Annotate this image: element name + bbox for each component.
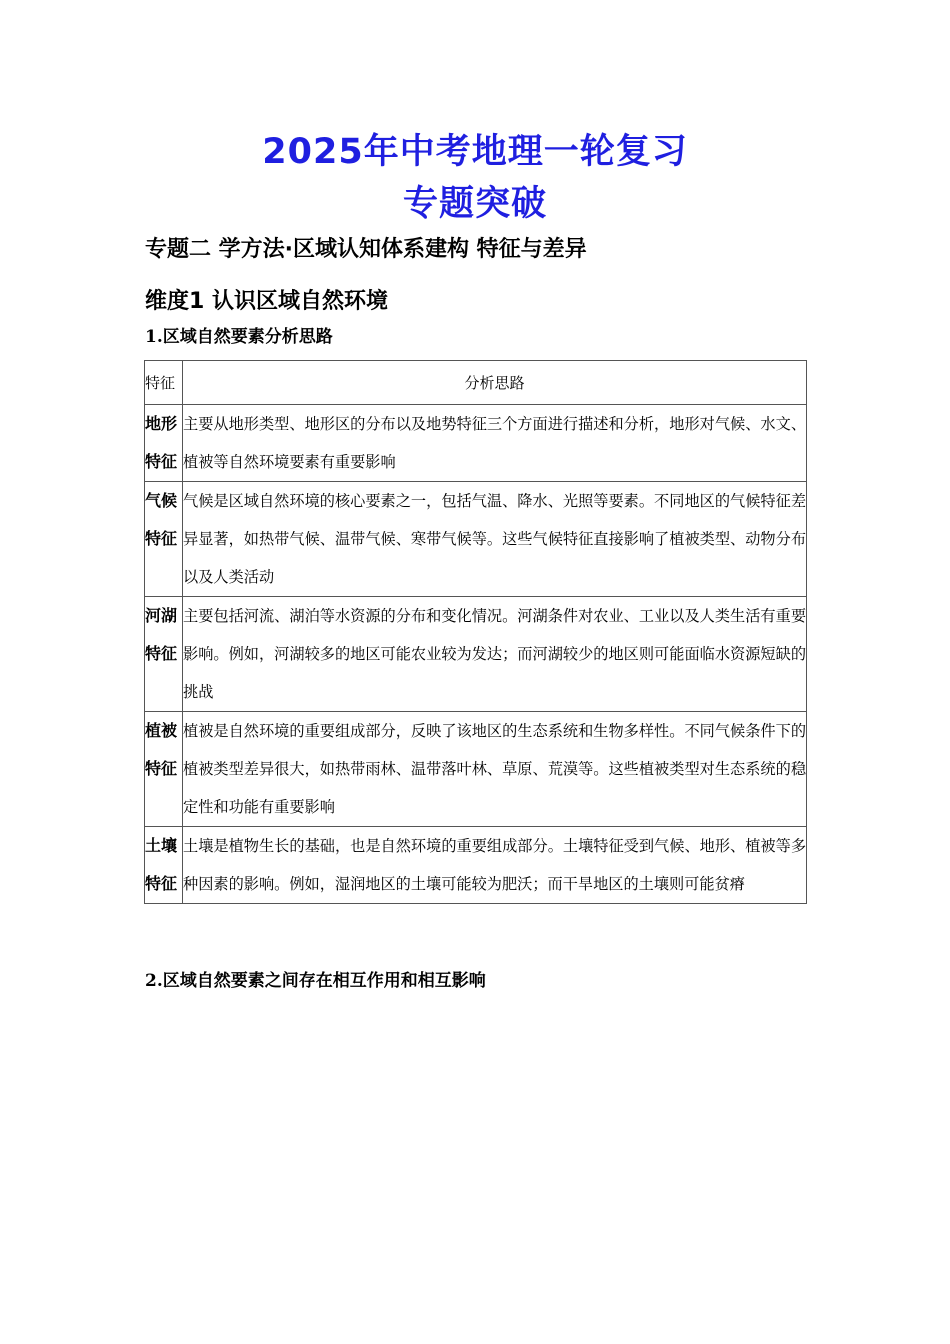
- row-label-terrain: 地形特征: [145, 405, 183, 482]
- row-text-vegetation: 植被是自然环境的重要组成部分，反映了该地区的生态系统和生物多样性。不同气候条件下的植被类型差异很大，如热带雨林、温带落叶林、草原、荒漠等。这些植被类型对生态系统的稳定性和功能有重要影响: [183, 712, 807, 827]
- row-label-rivers: 河湖特征: [145, 597, 183, 712]
- table-header-row: [145, 361, 807, 405]
- header-analysis: 分析思路: [183, 361, 807, 405]
- table-row: [145, 712, 807, 827]
- table-row: [145, 827, 807, 904]
- row-text-soil: 土壤是植物生长的基础，也是自然环境的重要组成部分。土壤特征受到气候、地形、植被等多种因素的影响。例如，湿润地区的土壤可能较为肥沃；而干旱地区的土壤则可能贫瘠: [183, 827, 807, 904]
- table-row: [145, 482, 807, 597]
- row-label-vegetation: 植被特征: [145, 712, 183, 827]
- document-subtitle: 专题突破: [402, 184, 547, 224]
- row-text-climate: 气候是区域自然环境的核心要素之一，包括气温、降水、光照等要素。不同地区的气候特征差异显著，如热带气候、温带气候、寒带气候等。这些气候特征直接影响了植被类型、动物分布以及人类活动: [183, 482, 807, 597]
- header-feature: 特征: [145, 361, 183, 405]
- section-2-title: 2.区域自然要素之间存在相互作用和相互影响: [145, 971, 486, 991]
- section-1-title: 1.区域自然要素分析思路: [145, 327, 333, 347]
- analysis-table: [144, 360, 807, 904]
- table-row: [145, 405, 807, 482]
- topic-heading: 专题二 学方法·区域认知体系建构 特征与差异: [145, 237, 587, 262]
- document-title: 2025年中考地理一轮复习: [262, 132, 688, 172]
- row-text-rivers: 主要包括河流、湖泊等水资源的分布和变化情况。河湖条件对农业、工业以及人类生活有重要影响。例如，河湖较多的地区可能农业较为发达；而河湖较少的地区则可能面临水资源短缺的挑战: [183, 597, 807, 712]
- table-row: [145, 597, 807, 712]
- row-label-climate: 气候特征: [145, 482, 183, 597]
- row-text-terrain: 主要从地形类型、地形区的分布以及地势特征三个方面进行描述和分析，地形对气候、水文、植被等自然环境要素有重要影响: [183, 405, 807, 482]
- row-label-soil: 土壤特征: [145, 827, 183, 904]
- dimension-heading: 维度1 认识区域自然环境: [145, 289, 388, 314]
